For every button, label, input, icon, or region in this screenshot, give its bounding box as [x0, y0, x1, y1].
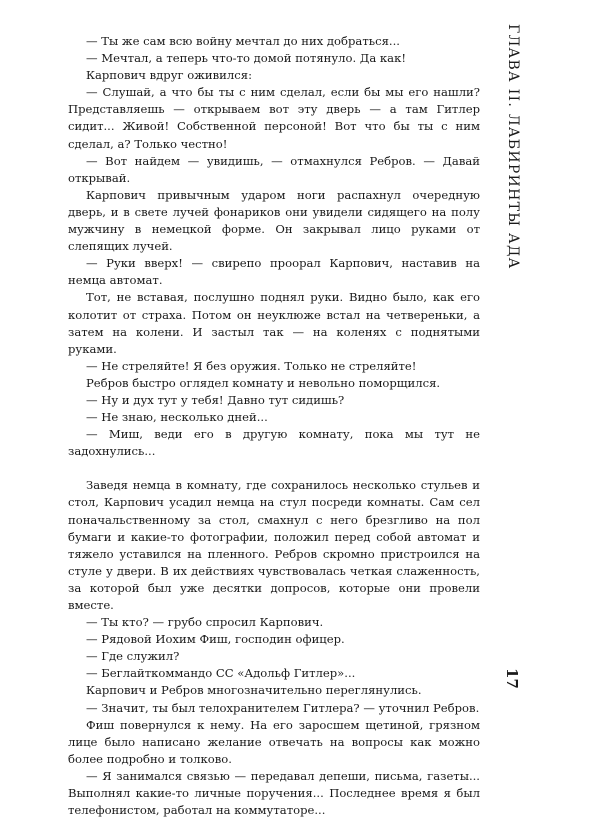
paragraph: — Руки вверх! — свирепо проорал Карпович, наставив на немца автомат. — [68, 256, 480, 288]
paragraph: — Ну и дух тут у тебя! Давно тут сидишь? — [86, 392, 345, 407]
paragraph: Ребров быстро оглядел комнату и невольно поморщился. — [86, 375, 441, 390]
paragraph: — Миш, веди его в другую комнату, пока мы тут не задохнулись... — [68, 427, 480, 459]
paragraph: — Рядовой Иохим Фиш, господин офицер. — [86, 632, 345, 647]
paragraph: — Где служил? — [86, 649, 180, 664]
paragraph: Заведя немца в комнату, где сохранилось несколько стульев и стол, Карпович усадил немца на стул посреди комнаты. Сам сел поначальственному за стол, смахнул с него брезгливо на пол бумаги и какие-то фотографии, положил перед собой автомат и тяжело уставился на пленного. Ребров скромно пристроился на стуле у двери. В их действиях чувствовалась четкая слаженность, за которой был уже десятки допросов, которые они провели вместе. — [68, 478, 480, 612]
paragraph: — Беглайткоммандо СС «Адольф Гитлер»... — [86, 666, 356, 681]
section-break — [68, 460, 480, 477]
page-number: 17 — [503, 668, 521, 689]
paragraph: Карпович привычным ударом ноги распахнул очередную дверь, и в свете лучей фонариков они увидели сидящего на полу мужчину в немецкой форме. Он закрывал лицо руками от слепящих лучей. — [68, 187, 480, 254]
paragraph: Карпович и Ребров многозначительно переглянулись. — [86, 683, 422, 698]
paragraph: Карпович вдруг оживился: — [86, 68, 252, 83]
paragraph: — Не стреляйте! Я без оружия. Только не стреляйте! — [86, 358, 417, 373]
paragraph: — Ты кто? — грубо спросил Карпович. — [86, 615, 324, 630]
paragraph: — Значит, ты был телохранителем Гитлера? — уточнил Ребров. — [86, 700, 480, 715]
paragraph: — Я занимался связью — передавал депеши, письма, газеты... Выполнял какие-то личные поручения... Последнее время я был телефонистом, работал на коммутаторе... — [68, 768, 480, 818]
paragraph: — Вот найдем — увидишь, — отмахнулся Ребров. — Давай открывай. — [68, 153, 480, 185]
paragraph: — Не знаю, несколько дней... — [86, 410, 268, 425]
body-text — [68, 33, 480, 819]
paragraph: — Мечтал, а теперь что-то домой потянуло. Да как! — [86, 51, 406, 66]
paragraph: — Слушай, а что бы ты с ним сделал, если бы мы его нашли? Представляешь — открываем вот эту дверь — а там Гитлер сидит... Живой! Собственной персоной! Вот что бы ты с ним сделал, а? Только честно! — [68, 85, 480, 151]
paragraph: — Ты же сам всю войну мечтал до них добраться... — [86, 34, 400, 48]
paragraph: Фиш повернулся к нему. На его заросшем щетиной, грязном лице было написано желание отвечать на вопросы как можно более подробно и толково. — [68, 717, 480, 766]
running-header-chapter: ГЛАВА II. ЛАБИРИНТЫ АДА — [505, 24, 521, 270]
paragraph: Тот, не вставая, послушно поднял руки. Видно было, как его колотит от страха. Потом он неуклюже встал на четвереньки, а затем на колени. И застыл так — на коленях с поднятыми руками. — [68, 290, 480, 356]
